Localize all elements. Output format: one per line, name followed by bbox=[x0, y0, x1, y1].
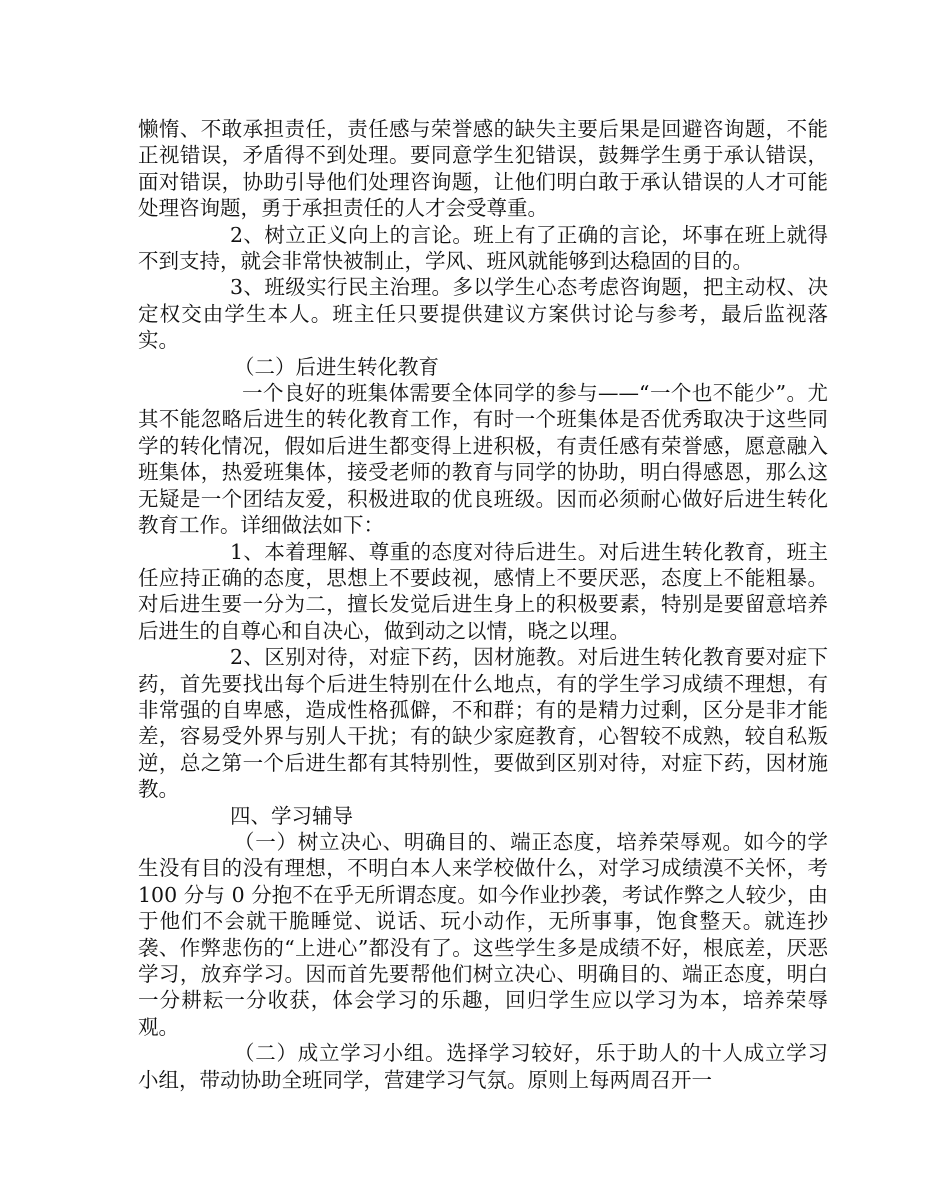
paragraph-determination-goals: （一）树立决心、明确目的、端正态度，培养荣辱观。如今的学生没有目的没有理想，不明白本人来学校做什么，对学习成绩漠不关怀，考 100 分与 0 分抱不在乎无所谓态度。如今作业抄袭，考试作弊之人较少，由于他们不会就干脆睡觉、说话、玩小动作，无所事事，饱食整天。就连抄袭、作弊悲伤的“上进心”都没有了。这些学生多是成绩不好，根底差，厌恶学习，放弃学习。因而首先要帮他们树立决心、明确目的、端正态度，明白一分耕耘一分收获，体会学习的乐趣，回归学生应以学习为本，培养荣辱观。 bbox=[138, 829, 828, 1039]
paragraph-public-opinion: 2、树立正义向上的言论。班上有了正确的言论，坏事在班上就得不到支持，就会非常快被制止，学风、班风就能够到达稳固的目的。 bbox=[138, 222, 828, 274]
paragraph-responsibility: 懒惰、不敢承担责任，责任感与荣誉感的缺失主要后果是回避咨询题，不能正视错误，矛盾得不到处理。要同意学生犯错误，鼓舞学生勇于承认错误，面对错误，协助引导他们处理咨询题，让他们明白敢于承认错误的人才可能处理咨询题，勇于承担责任的人才会受尊重。 bbox=[138, 117, 828, 221]
paragraph-respect-attitude: 1、本着理解、尊重的态度对待后进生。对后进生转化教育，班主任应持正确的态度，思想上不要歧视，感情上不要厌恶，态度上不能粗暴。对后进生要一分为二，擅长发觉后进生身上的积极要素，特别是要留意培养后进生的自尊心和自决心，做到动之以情，晓之以理。 bbox=[138, 539, 828, 643]
paragraph-differentiated-treatment: 2、区别对待，对症下药，因材施教。对后进生转化教育要对症下药，首先要找出每个后进生特别在什么地点，有的学生学习成绩不理想，有非常强的自卑感，造成性格孤僻，不和群；有的是精力过剩，区分是非才能差，容易受外界与别人干扰；有的缺少家庭教育，心智较不成熟，较自私叛逆，总之第一个后进生都有其特别性，要做到区别对待，对症下药，因材施教。 bbox=[138, 645, 828, 802]
document-page bbox=[138, 116, 828, 1093]
paragraph-class-collective: 一个良好的班集体需要全体同学的参与——“一个也不能少”。尤其不能忽略后进生的转化教育工作，有时一个班集体是否优秀取决于这些同学的转化情况，假如后进生都变得上进积极，有责任感有荣誉感，愿意融入班集体，热爱班集体，接受老师的教育与同学的协助，明白得感恩，那么这无疑是一个团结友爱，积极进取的优良班级。因而必须耐心做好后进生转化教育工作。详细做法如下： bbox=[138, 381, 828, 538]
heading-study-guidance: 四、学习辅导 bbox=[230, 803, 353, 828]
paragraph-study-groups: （二）成立学习小组。选择学习较好，乐于助人的十人成立学习小组，带动协助全班同学，营建学习气氛。原则上每两周召开一 bbox=[138, 1041, 828, 1092]
paragraph-democratic-management: 3、班级实行民主治理。多以学生心态考虑咨询题，把主动权、决定权交由学生本人。班主任只要提供建议方案供讨论与参考，最后监视落实。 bbox=[138, 275, 828, 353]
heading-underachiever-education: （二）后进生转化教育 bbox=[234, 354, 439, 379]
